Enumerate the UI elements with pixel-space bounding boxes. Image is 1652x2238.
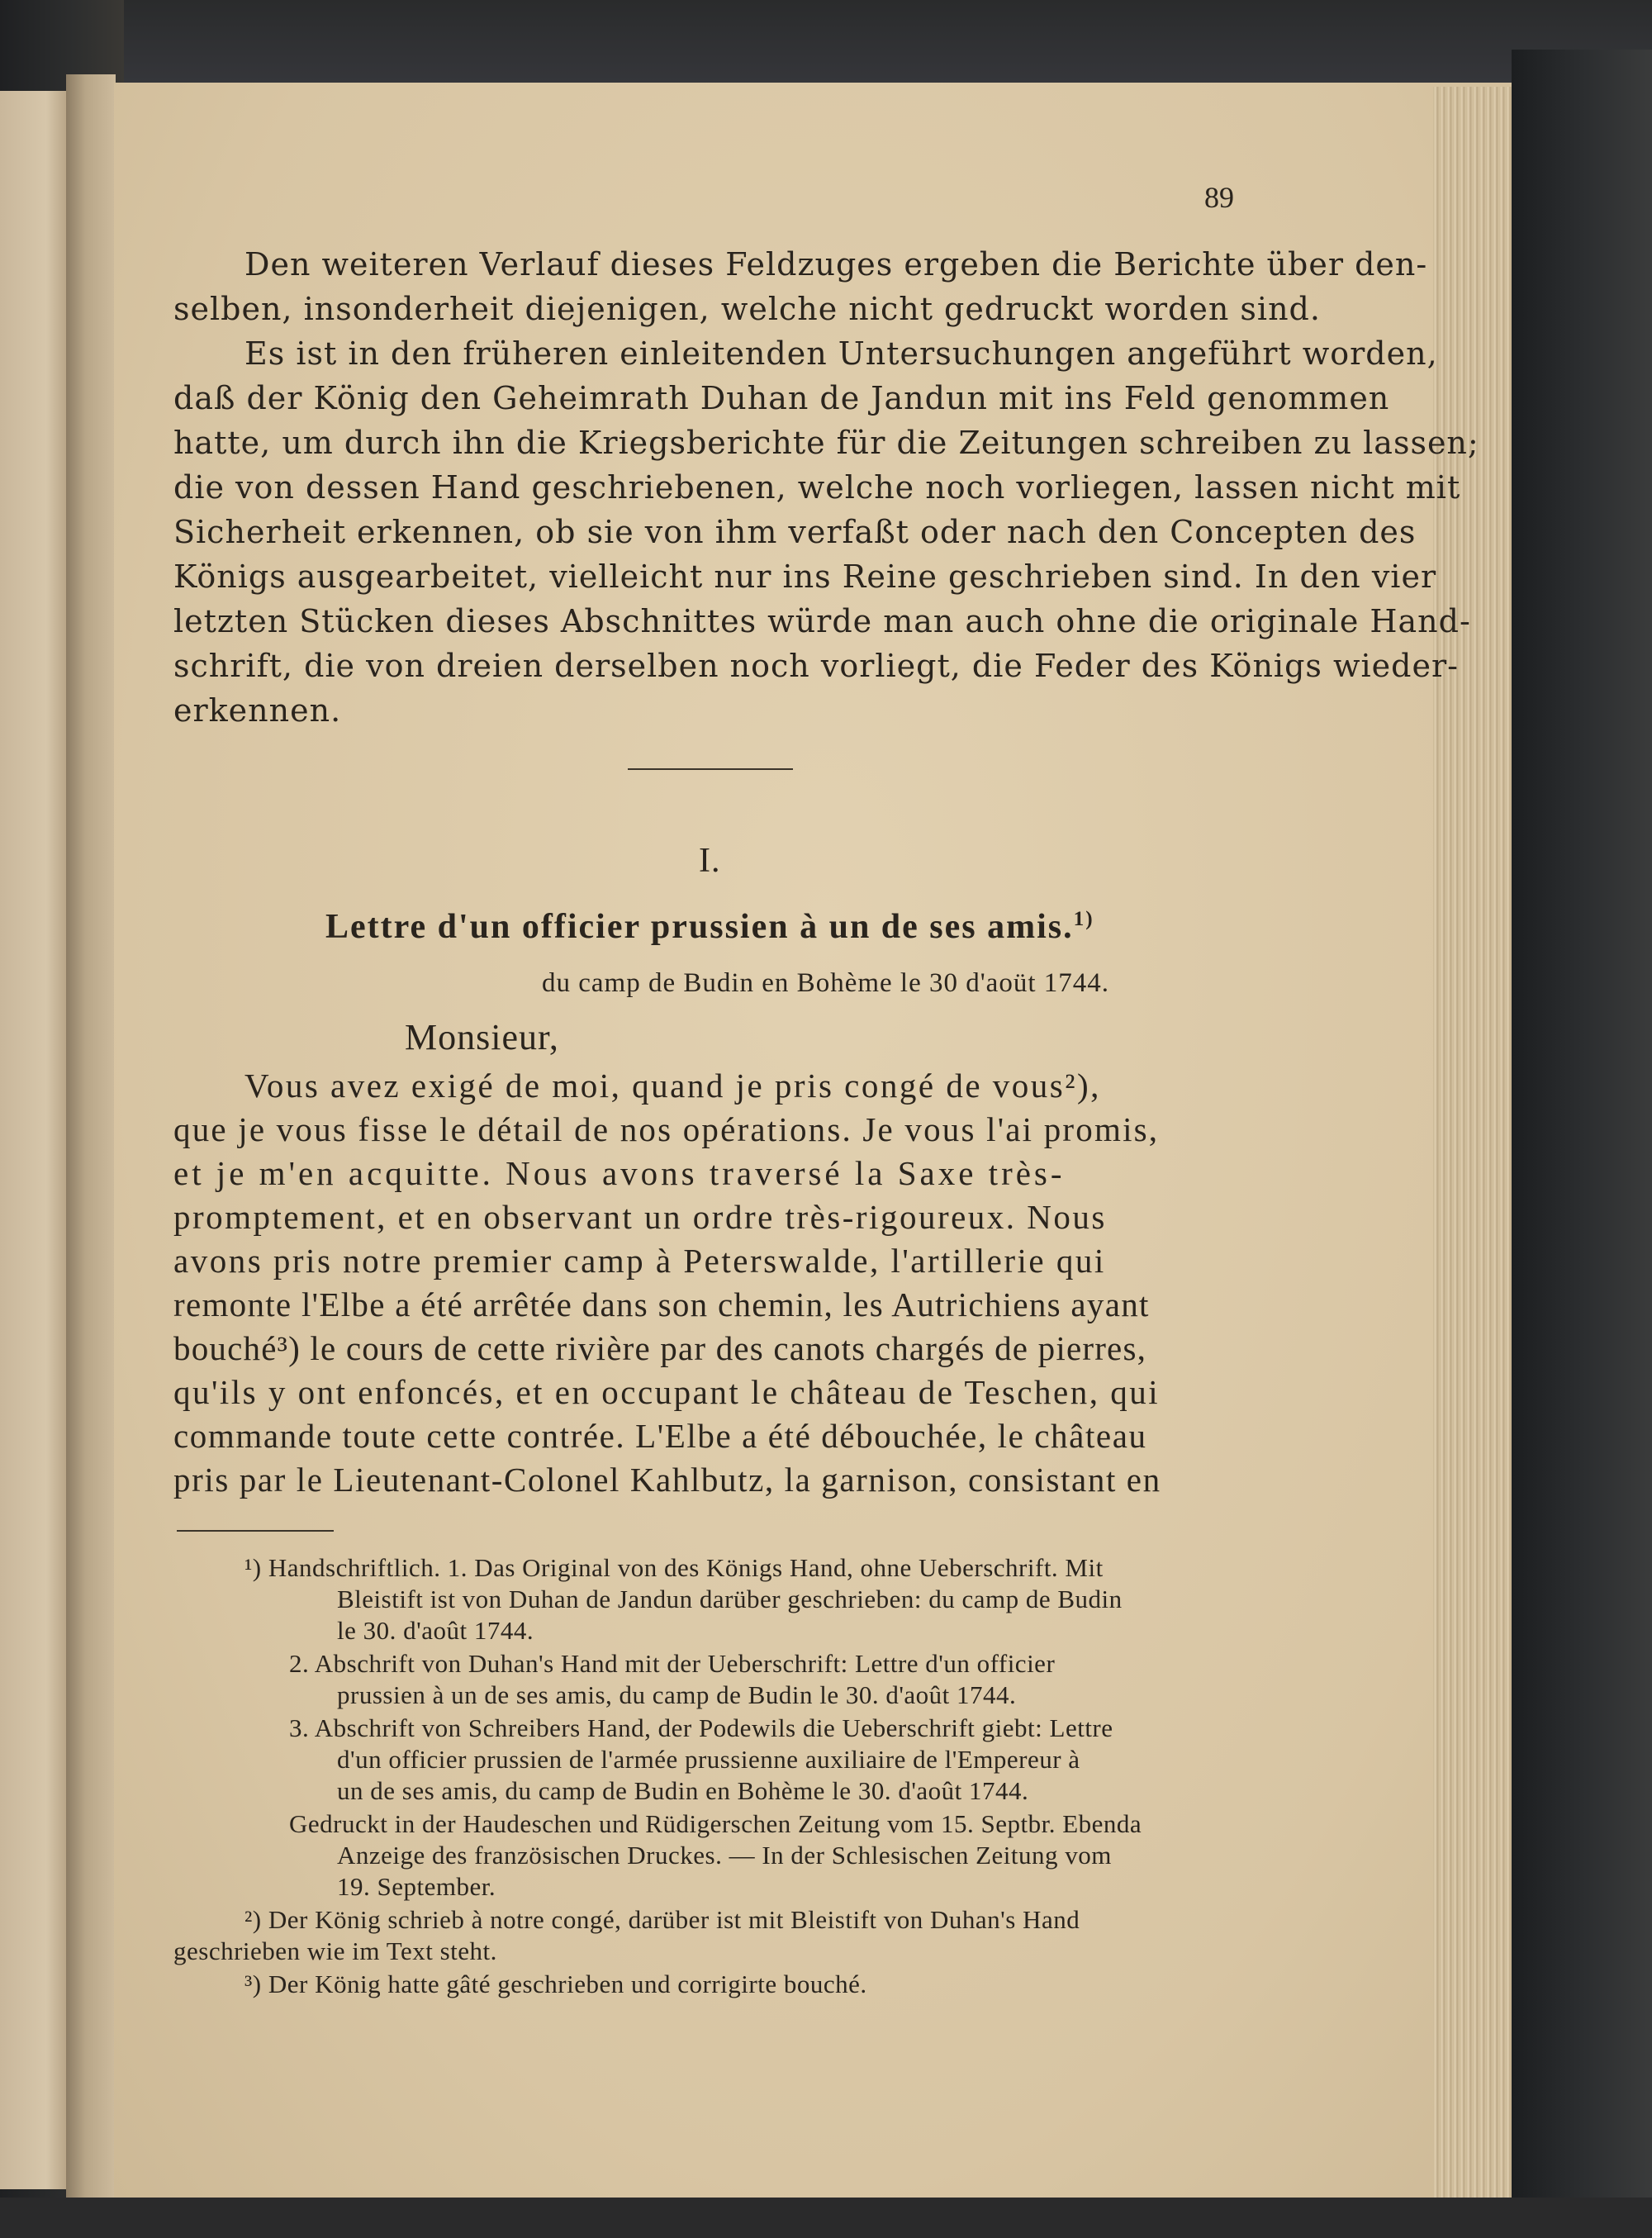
intro-line: erkennen. (173, 692, 342, 729)
footnote-line: d'un officier prussien de l'armée prussienne auxiliaire de l'Empereur à (337, 1745, 1080, 1774)
footnote-line: Bleistift ist von Duhan de Jandun darüber geschrieben: du camp de Budin (337, 1585, 1123, 1613)
letter-line: et je m'en acquitte. Nous avons traversé la Saxe très- (173, 1154, 1066, 1192)
intro-line: Es ist in den früheren einleitenden Untersuchungen angeführt worden, (244, 335, 1438, 372)
book-cover-right (1512, 50, 1652, 2238)
letter-title (325, 907, 1094, 947)
footnote-line: ³) Der König hatte gâté geschrieben und corrigirte bouché. (244, 1970, 867, 1998)
page-number: 89 (1204, 181, 1234, 214)
intro-line: Sicherheit erkennen, ob sie von ihm verfaßt oder nach den Concepten des (173, 514, 1417, 550)
intro-line: daß der König den Geheimrath Duhan de Jandun mit ins Feld genommen (173, 380, 1390, 416)
footnote-line: 2. Abschrift von Duhan's Hand mit der Ueberschrift: Lettre d'un officier (289, 1649, 1056, 1678)
intro-line: selben, insonderheit diejenigen, welche nicht gedruckt worden sind. (173, 291, 1321, 327)
footnote-line: prussien à un de ses amis, du camp de Budin le 30. d'août 1744. (337, 1680, 1017, 1709)
intro-line: Den weiteren Verlauf dieses Feldzuges ergeben die Berichte über den- (244, 246, 1428, 283)
letter-line: remonte l'Elbe a été arrêtée dans son chemin, les Autrichiens ayant (173, 1285, 1150, 1323)
letter-line: qu'ils y ont enfoncés, et en occupant le château de Teschen, qui (173, 1373, 1161, 1411)
letter-title-text: Lettre d'un officier prussien à un de ses amis. (325, 908, 1074, 946)
footnote-line: le 30. d'août 1744. (337, 1616, 534, 1645)
footnote-line: un de ses amis, du camp de Budin en Bohème le 30. d'août 1744. (337, 1776, 1029, 1805)
page-stack-edges (1433, 87, 1512, 2198)
letter-title-footnote-marker: 1) (1073, 908, 1094, 930)
footnote-line: ¹) Handschriftlich. 1. Das Original von des Königs Hand, ohne Ueberschrift. Mit (244, 1553, 1104, 1582)
intro-line: letzten Stücken dieses Abschnittes würde man auch ohne die originale Hand- (173, 603, 1471, 639)
footnote-line: 19. September. (337, 1872, 496, 1901)
footnote-line: ²) Der König schrieb à notre congé, darüber ist mit Bleistift von Duhan's Hand (244, 1905, 1080, 1934)
footnote-line: Anzeige des französischen Druckes. — In der Schlesischen Zeitung vom (337, 1841, 1112, 1870)
book-cover-top (0, 0, 1652, 83)
letter-line: pris par le Lieutenant-Colonel Kahlbutz, la garnison, consistant en (173, 1461, 1161, 1499)
footnote-line: 3. Abschrift von Schreibers Hand, der Podewils die Ueberschrift giebt: Lettre (289, 1713, 1113, 1742)
book-cover-bottom (0, 2198, 1652, 2238)
intro-line: hatte, um durch ihn die Kriegsberichte für die Zeitungen schreiben zu lassen; (173, 425, 1479, 461)
letter-line: avons pris notre premier camp à Peterswalde, l'artillerie qui (173, 1242, 1106, 1280)
previous-page-edge (0, 91, 66, 2189)
letter-line: que je vous fisse le détail de nos opérations. Je vous l'ai promis, (173, 1110, 1160, 1148)
letter-line: promptement, et en observant un ordre très-rigoureux. Nous (173, 1198, 1107, 1236)
letter-line: bouché³) le cours de cette rivière par des canots chargés de pierres, (173, 1329, 1147, 1367)
letter-line: commande toute cette contrée. L'Elbe a été débouchée, le château (173, 1417, 1147, 1455)
intro-line: Königs ausgearbeitet, vielleicht nur ins Reine geschrieben sind. In den vier (173, 558, 1437, 595)
intro-line: die von dessen Hand geschriebenen, welche noch vorliegen, lassen nicht mit (173, 469, 1461, 506)
footnote-rule (177, 1530, 334, 1532)
footnote-line: Gedruckt in der Haudeschen und Rüdigerschen Zeitung vom 15. Septbr. Ebenda (289, 1809, 1142, 1838)
section-number: I. (699, 842, 721, 880)
footnote-line: geschrieben wie im Text steht. (173, 1936, 497, 1965)
page-gutter (66, 74, 116, 2206)
section-divider (628, 768, 793, 770)
intro-line: schrift, die von dreien derselben noch vorliegt, die Feder des Königs wieder- (173, 648, 1459, 684)
letter-line: Vous avez exigé de moi, quand je pris congé de vous²), (244, 1067, 1101, 1105)
salutation: Monsieur, (405, 1017, 559, 1057)
dateline: du camp de Budin en Bohème le 30 d'aoüt 1744. (542, 968, 1109, 998)
